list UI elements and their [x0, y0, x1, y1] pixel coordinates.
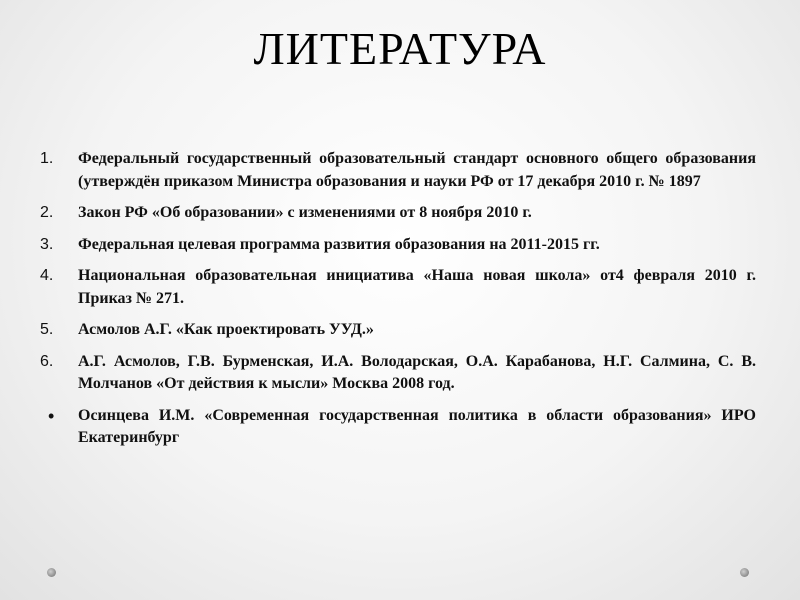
list-item [40, 202, 756, 225]
list-item-text: Национальная образовательная инициатива «Наша новая школа» от4 февраля 2010 г. Приказ № 271. [78, 267, 756, 307]
list-item [40, 319, 756, 342]
list-item [40, 148, 756, 193]
bibliography-list [40, 148, 756, 459]
list-item [40, 405, 756, 450]
list-item-text: Осинцева И.М. «Современная государственная политика в области образования» ИРО Екатеринбург [78, 406, 756, 446]
list-number: 6. [40, 352, 54, 370]
list-item-text: Федеральный государственный образовательный стандарт основного общего образования (утверждён приказом Министра образования и науки РФ от 17 декабря 2010 г. № 1897 [78, 150, 756, 190]
decorative-dot-icon [47, 568, 56, 577]
bullet-icon: • [48, 405, 55, 426]
list-item [40, 234, 756, 257]
list-item-text: Федеральная целевая программа развития образования на 2011-2015 гг. [78, 235, 600, 253]
list-number: 3. [40, 235, 54, 253]
decorative-dot-icon [740, 568, 749, 577]
list-item-text: Асмолов А.Г. «Как проектировать УУД.» [78, 321, 374, 338]
page-title: ЛИТЕРАТУРА [253, 23, 547, 74]
list-item-text: Закон РФ «Об образовании» с изменениями от 8 ноября 2010 г. [78, 204, 532, 221]
list-number: 5. [40, 321, 54, 338]
list-number: 2. [40, 204, 54, 221]
list-item-text: А.Г. Асмолов, Г.В. Бурменская, И.А. Володарская, О.А. Карабанова, Н.Г. Салмина, С. В. Молчанов «От действия к мысли» Москва 2008 год. [78, 352, 756, 392]
list-item [40, 351, 756, 396]
list-number: 4. [40, 267, 54, 284]
list-item [40, 265, 756, 310]
list-number: 1. [40, 150, 54, 167]
